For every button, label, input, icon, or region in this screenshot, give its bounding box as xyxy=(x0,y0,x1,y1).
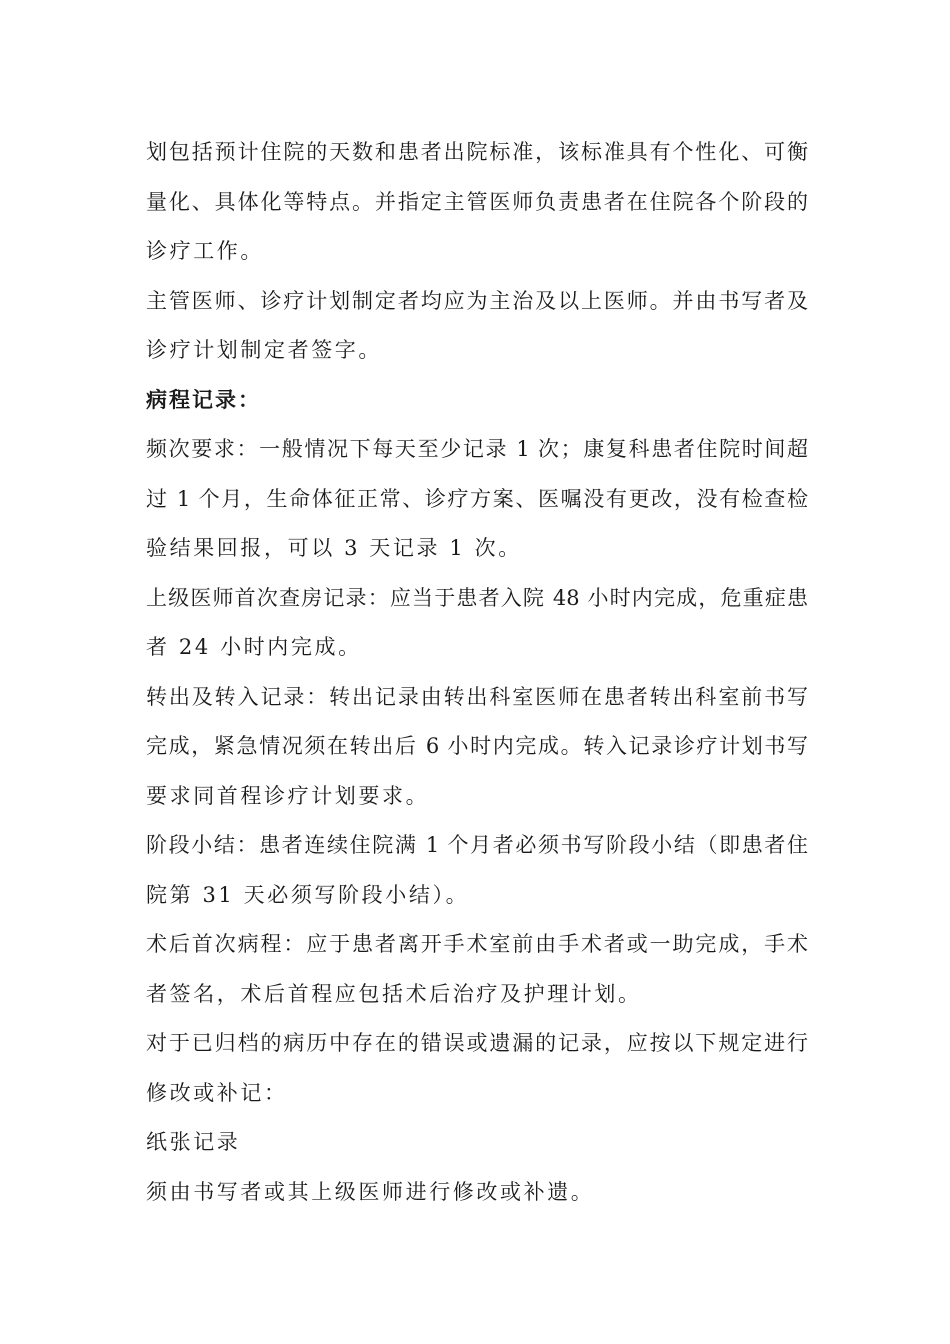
text-line: 完成，紧急情况须在转出后 6 小时内完成。转入记录诊疗计划书写 xyxy=(146,734,808,758)
text-line: 纸张记录 xyxy=(146,1130,241,1154)
text-line: 主管医师、诊疗计划制定者均应为主治及以上医师。并由书写者及 xyxy=(146,288,808,313)
text-line: 诊疗计划制定者签字。 xyxy=(146,338,382,362)
text-line: 修改或补记： xyxy=(146,1080,288,1105)
text-line: 者签名，术后首程应包括术后治疗及护理计划。 xyxy=(146,981,642,1006)
text-line: 量化、具体化等特点。并指定主管医师负责患者在住院各个阶段的 xyxy=(146,189,808,214)
text-line: 频次要求：一般情况下每天至少记录 1 次；康复科患者住院时间超 xyxy=(146,437,808,461)
text-line: 院第 31 天必须写阶段小结）。 xyxy=(146,882,470,907)
text-line: 诊疗工作。 xyxy=(146,239,264,263)
text-line: 划包括预计住院的天数和患者出院标准，该标准具有个性化、可衡 xyxy=(146,140,808,164)
text-line: 过 1 个月，生命体征正常、诊疗方案、医嘱没有更改，没有检查检 xyxy=(146,486,808,511)
section-heading: 病程记录： xyxy=(146,387,261,412)
text-line: 须由书写者或其上级医师进行修改或补遗。 xyxy=(146,1179,595,1204)
text-line: 转出及转入记录：转出记录由转出科室医师在患者转出科室前书写 xyxy=(146,684,808,709)
text-line: 要求同首程诊疗计划要求。 xyxy=(146,783,430,808)
text-line: 者 24 小时内完成。 xyxy=(146,635,362,659)
text-line: 阶段小结：患者连续住院满 1 个月者必须书写阶段小结（即患者住 xyxy=(146,833,808,857)
text-line: 术后首次病程：应于患者离开手术室前由手术者或一助完成，手术 xyxy=(146,932,808,956)
text-line: 验结果回报，可以 3 天记录 1 次。 xyxy=(146,536,522,560)
text-line: 对于已归档的病历中存在的错误或遗漏的记录，应按以下规定进行 xyxy=(146,1031,808,1055)
document-body xyxy=(146,128,808,1217)
text-line: 上级医师首次查房记录：应当于患者入院 48 小时内完成，危重症患 xyxy=(146,585,808,610)
